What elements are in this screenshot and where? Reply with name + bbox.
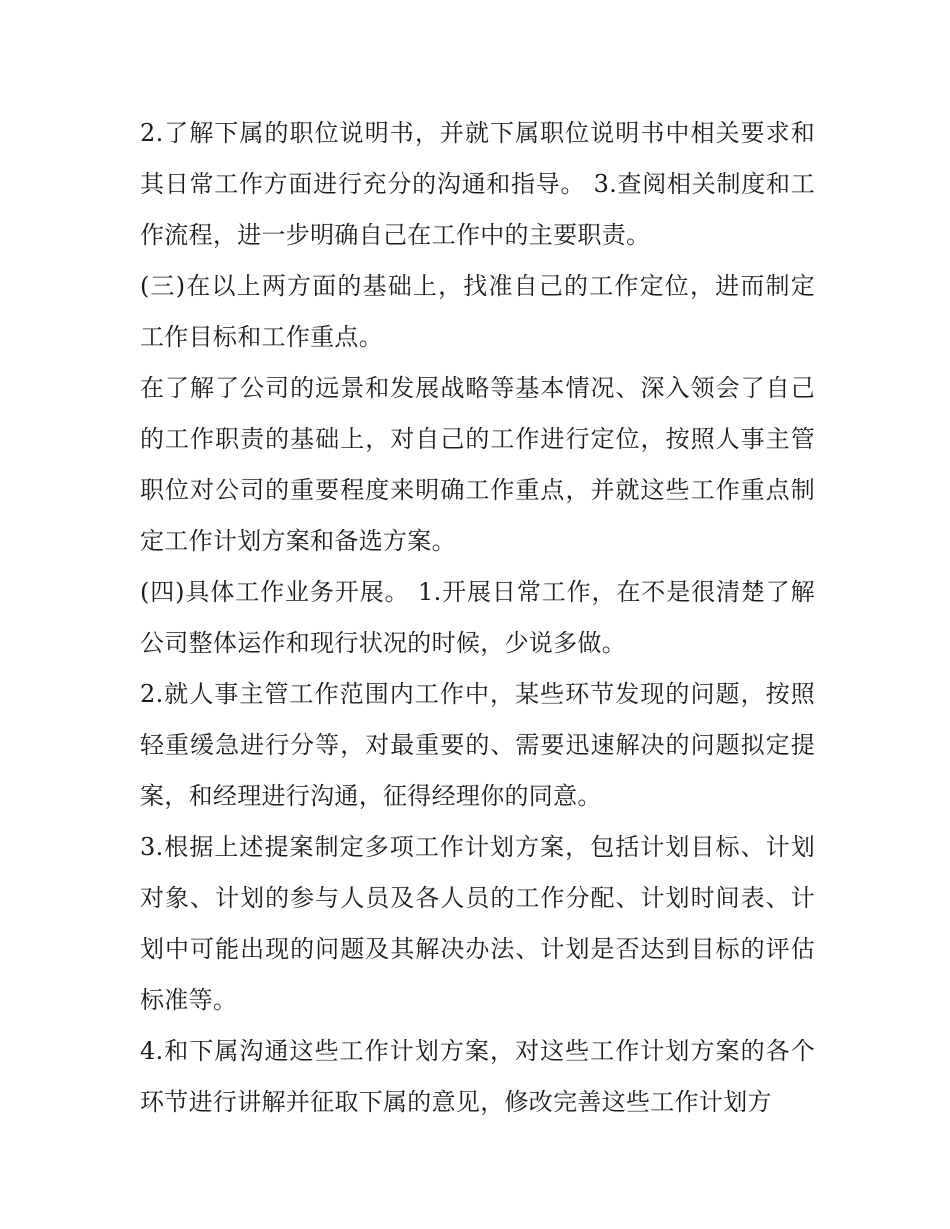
paragraph-4: (四)具体工作业务开展。 1.开展日常工作，在不是很清楚了解公司整体运作和现行状况的时候，少说多做。 bbox=[140, 578, 815, 657]
paragraph-1: 2.了解下属的职位说明书，并就下属职位说明书中相关要求和其日常工作方面进行充分的沟通和指导。 3.查阅相关制度和工作流程，进一步明确自己在工作中的主要职责。 bbox=[140, 119, 815, 249]
paragraph-2: (三)在以上两方面的基础上，找准自己的工作定位，进而制定工作目标和工作重点。 bbox=[140, 272, 815, 351]
document-body bbox=[140, 108, 815, 1128]
paragraph-7: 4.和下属沟通这些工作计划方案，对这些工作计划方案的各个环节进行讲解并征取下属的意见，修改完善这些工作计划方 bbox=[140, 1037, 815, 1116]
paragraph-5: 2.就人事主管工作范围内工作中，某些环节发现的问题，按照轻重缓急进行分等，对最重要的、需要迅速解决的问题拟定提案，和经理进行沟通，征得经理你的同意。 bbox=[140, 680, 815, 810]
paragraph-6: 3.根据上述提案制定多项工作计划方案，包括计划目标、计划对象、计划的参与人员及各人员的工作分配、计划时间表、计划中可能出现的问题及其解决办法、计划是否达到目标的评估标准等。 bbox=[140, 833, 815, 1014]
paragraph-3: 在了解了公司的远景和发展战略等基本情况、深入领会了自己的工作职责的基础上，对自己的工作进行定位，按照人事主管职位对公司的重要程度来明确工作重点，并就这些工作重点制定工作计划方案和备选方案。 bbox=[140, 374, 815, 555]
